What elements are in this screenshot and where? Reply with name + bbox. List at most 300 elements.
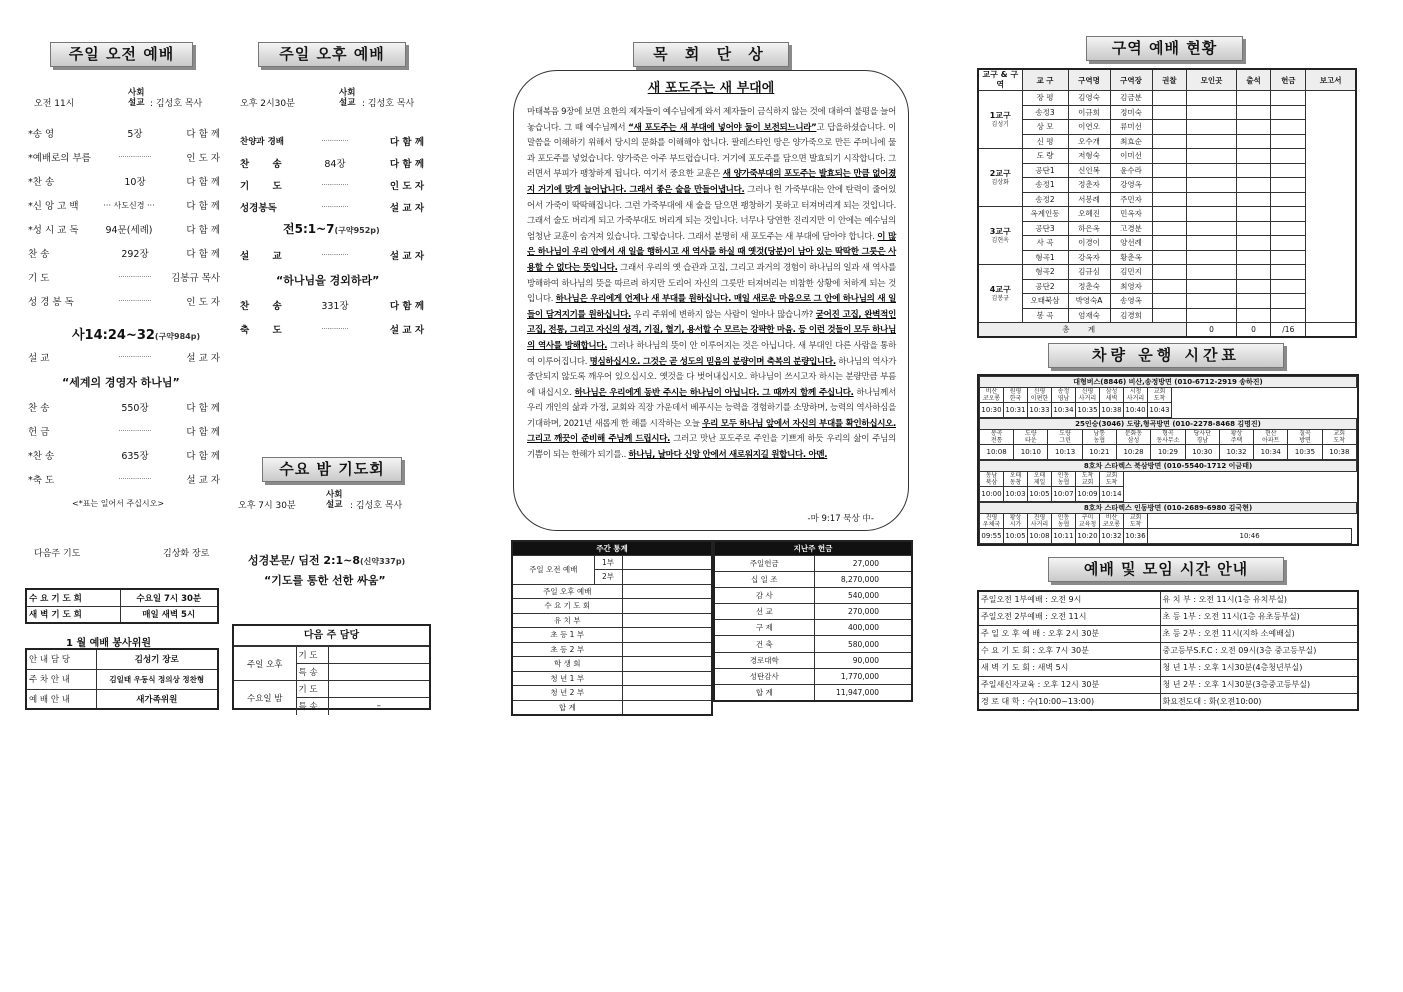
bus-schedule bbox=[977, 374, 1359, 546]
sermon-text: 하나님께서 우리 개인의 삶과 가정, 교회와 직장 가운데서 베푸시는 능력을 경험하기를 소망하며, 능력의 역사하심을 기대하며, 2021년 새롭게 한 해를 시작하는 오늘 bbox=[527, 387, 896, 429]
district-empty-cell bbox=[1187, 207, 1236, 222]
order-role: 다 함 께 bbox=[186, 403, 220, 414]
sermon-emphasis: 새 양가죽부대의 포도주는 발효되는 만큼 없어졌지 거기에 맞게 늘어납니다. 그래서 좋은 술을 만들어냅니다. bbox=[527, 169, 896, 195]
order-mid: ················· bbox=[118, 427, 152, 435]
district-group-leader: 김상화 bbox=[991, 178, 1009, 186]
district-leader: 박영숙A bbox=[1068, 294, 1110, 309]
table-row bbox=[978, 591, 1358, 608]
schedule-right: 초 등 1부 : 오전 11시(1층 유초등부실) bbox=[1160, 608, 1358, 625]
duty-group-label: 주일 오후 bbox=[234, 647, 296, 681]
bus-empty-cell bbox=[1124, 487, 1357, 502]
bus-stop: 구미 교육청 bbox=[1076, 514, 1100, 529]
district-empty-cell bbox=[1271, 308, 1306, 323]
bus-empty-cell bbox=[1124, 472, 1357, 487]
stats-value bbox=[622, 671, 712, 686]
sermon-text: 우리 주위에 변하지 않는 사람이 얼마나 많습니까? bbox=[630, 309, 816, 320]
duty-value: – bbox=[328, 698, 429, 715]
district-group bbox=[978, 207, 1022, 265]
offering-value: 27,000 bbox=[814, 555, 912, 571]
bus-stop: 도량 타운 bbox=[1014, 430, 1048, 445]
table-row bbox=[980, 419, 1357, 430]
sermon-emphasis: “새 포도주는 새 부대에 넣어야 둘이 보전되느니라” bbox=[628, 122, 817, 133]
table-row bbox=[978, 221, 1356, 236]
table-row bbox=[978, 323, 1356, 338]
district-empty-cell bbox=[1271, 105, 1306, 120]
order-role: 설 교 자 bbox=[389, 325, 424, 336]
order-mid: ·············· bbox=[321, 325, 349, 333]
wednesday-leader: : 김성호 목사 bbox=[350, 501, 403, 511]
bus-time: 09:55 bbox=[980, 529, 1004, 544]
table-row bbox=[978, 134, 1356, 149]
district-empty-cell bbox=[1187, 178, 1236, 193]
district-empty-cell bbox=[1187, 250, 1236, 265]
bus-stop: 진평 우체국 bbox=[980, 514, 1004, 529]
table-row bbox=[512, 657, 712, 672]
table-row bbox=[714, 571, 912, 587]
sermon-text: 하나님의 역사가 중단되지 않도록 깨우어 있으십시오. 옛것을 다 벗어내십시오. 하나님이 쓰시고자 하시는 분량만큼 부름에 내십시오. bbox=[527, 356, 897, 398]
bus-time: 10:38 bbox=[1100, 403, 1124, 418]
district-col-header: 모인곳 bbox=[1187, 69, 1236, 91]
order-mid: 331장 bbox=[321, 301, 349, 312]
order-item bbox=[28, 400, 220, 414]
table-row bbox=[980, 445, 1357, 460]
bus-time: 10:38 bbox=[1322, 445, 1356, 460]
order-mid: 94문(세례) bbox=[105, 225, 153, 236]
district-total-value: 0 bbox=[1236, 323, 1271, 338]
bus-time: 10:13 bbox=[1048, 445, 1082, 460]
order-name: 축 도 bbox=[240, 325, 292, 336]
offering-label: 경로대학 bbox=[714, 652, 814, 668]
offering-value: 400,000 bbox=[814, 620, 912, 636]
district-leader: 정춘자 bbox=[1068, 178, 1110, 193]
table-row bbox=[980, 472, 1357, 487]
district-empty-cell bbox=[1271, 207, 1306, 222]
district-empty-cell bbox=[1187, 134, 1236, 149]
servant-role: 안 내 담 당 bbox=[26, 649, 96, 669]
bus-time: 10:32 bbox=[1100, 529, 1124, 544]
table-row bbox=[978, 207, 1356, 222]
table-row bbox=[980, 388, 1357, 403]
order-mid: ·············· bbox=[321, 137, 349, 145]
district-area: 형곡1 bbox=[1022, 250, 1068, 265]
order-mid: ················· bbox=[118, 153, 152, 161]
table-row bbox=[978, 308, 1356, 323]
table-row bbox=[978, 294, 1356, 309]
schedule-left: 새 벽 기 도 회 : 새벽 5시 bbox=[978, 659, 1160, 676]
district-empty-cell bbox=[1187, 308, 1236, 323]
order-name: 찬양과 경배 bbox=[240, 137, 285, 147]
table-row bbox=[978, 659, 1358, 676]
order-name: 기 도 bbox=[240, 181, 292, 192]
district-table bbox=[977, 68, 1357, 338]
meeting-time: 매일 새벽 5시 bbox=[120, 606, 218, 623]
district-area: 송정2 bbox=[1022, 192, 1068, 207]
bus-schedule-header: 차량 운행 시간표 bbox=[1048, 343, 1284, 368]
order-name: *찬 송 bbox=[28, 177, 55, 188]
offering-label: 합 계 bbox=[714, 685, 814, 701]
district-empty-cell bbox=[1271, 178, 1306, 193]
table-row bbox=[980, 461, 1357, 472]
table-row bbox=[512, 555, 712, 570]
order-role: 다 함 께 bbox=[186, 201, 220, 212]
order-role: 설 교 자 bbox=[389, 203, 424, 214]
order-mid: ················· bbox=[118, 353, 152, 361]
district-empty-cell bbox=[1236, 105, 1271, 120]
schedule-table bbox=[977, 590, 1359, 711]
meeting-name: 수 요 기 도 회 bbox=[26, 589, 120, 606]
bus-stop: 동남 북삼 bbox=[980, 472, 1004, 487]
table-row bbox=[512, 642, 712, 657]
bus-time: 10:36 bbox=[1124, 529, 1148, 544]
afternoon-scripture bbox=[283, 220, 380, 237]
bus-time: 10:40 bbox=[1124, 403, 1148, 418]
order-mid: ·············· bbox=[321, 251, 349, 259]
table-row bbox=[978, 279, 1356, 294]
sermon-emphasis: 하나님은 우리에게 동반 주시는 하나님이 아닙니다. 그 때까지 함께 주십니다. bbox=[574, 387, 854, 398]
district-empty-cell bbox=[1152, 105, 1187, 120]
order-mid: 292장 bbox=[121, 249, 149, 260]
district-group-name: 2교구 bbox=[989, 168, 1011, 178]
weekly-stats-table bbox=[511, 540, 713, 716]
sermon-text: 그러나 헌 가죽부대는 안에 탄력이 줄어있어서 가죽이 딱딱해집니다. 그런 가죽부대에 새 술을 담으면 팽창하기 못하고 터져버리게 되는 것입니다. 그래서 술도 버리게 되고 가죽부대도 버리게 되는 것입니다. 너무나 당연한 진리지만 이 안에는 예수님의 엄청난 교훈이 숨겨져 있습니다. 그렇습니다. 그래서 분명히 새 포도주는 새 부대에 담아야 합니다. bbox=[527, 184, 896, 242]
district-empty-cell bbox=[1236, 308, 1271, 323]
district-leader: 서봉례 bbox=[1068, 192, 1110, 207]
servants-table bbox=[25, 648, 219, 710]
sermon-text: 그래서 우리의 옛 습관과 고집, 그리고 과거의 경험이 하나님의 일과 새 역사를 방해하여 하나님의 뜻을 따르려 하지만 도리어 자신의 그릇만 터져버리는 비참한 상황에 처하게 되는 것입니다. bbox=[527, 262, 896, 305]
bus-route-header: 대형버스(8846) 비산,송정방면 (010-6712-2919 송하진) bbox=[980, 377, 1357, 388]
order-role: 설 교 자 bbox=[186, 475, 220, 486]
order-name: 찬 송 bbox=[240, 301, 292, 312]
next-duty-title: 다음 주 담당 bbox=[234, 626, 429, 646]
district-group bbox=[978, 149, 1022, 207]
table-row bbox=[714, 652, 912, 668]
duty-key: 특 송 bbox=[296, 698, 328, 715]
scripture-ref: 사14:24~32 bbox=[72, 328, 155, 343]
district-group-name: 4교구 bbox=[989, 284, 1011, 294]
wednesday-time: 오후 7시 30분 bbox=[238, 501, 296, 511]
bus-time: 10:08 bbox=[1028, 529, 1052, 544]
wednesday-scripture: 성경본문/ 딤전 2:1~8 bbox=[248, 554, 361, 567]
order-item bbox=[28, 246, 220, 260]
district-keeper: 김경희 bbox=[1110, 308, 1152, 323]
table-row bbox=[234, 681, 429, 698]
order-role: 다 함 께 bbox=[186, 249, 220, 260]
stats-value bbox=[622, 599, 712, 614]
offering-label: 구 제 bbox=[714, 620, 814, 636]
district-area: 송정1 bbox=[1022, 178, 1068, 193]
district-col-header: 권찰 bbox=[1152, 69, 1187, 91]
district-area: 장 평 bbox=[1022, 91, 1068, 106]
district-area: 공단2 bbox=[1022, 279, 1068, 294]
duty-key: 기 도 bbox=[296, 681, 328, 698]
order-name: 찬 송 bbox=[240, 159, 292, 170]
district-empty-cell bbox=[1236, 120, 1271, 135]
bus-stop: 진평 사거리 bbox=[1028, 514, 1052, 529]
district-leader: 강옥자 bbox=[1068, 250, 1110, 265]
bus-time: 10:28 bbox=[1116, 445, 1150, 460]
next-week-prayer-name: 김상화 장로 bbox=[163, 549, 210, 559]
bus-stop: 도량 그린 bbox=[1048, 430, 1082, 445]
table-row bbox=[512, 584, 712, 599]
table-row bbox=[512, 541, 712, 555]
district-leader: 오혜진 bbox=[1068, 207, 1110, 222]
district-empty-cell bbox=[1271, 294, 1306, 309]
district-leader: 하은옥 bbox=[1068, 221, 1110, 236]
table-row bbox=[512, 613, 712, 628]
offering-label: 선 교 bbox=[714, 604, 814, 620]
district-empty-cell bbox=[1187, 294, 1236, 309]
bus-empty-cell bbox=[1148, 514, 1352, 529]
district-empty-cell bbox=[1187, 149, 1236, 164]
bus-time: 10:10 bbox=[1014, 445, 1048, 460]
morning-sermon-title: “세계의 경영자 하나님” bbox=[62, 376, 180, 389]
district-keeper: 송영옥 bbox=[1110, 294, 1152, 309]
wednesday-leader-label: 사회 설교 bbox=[326, 490, 343, 510]
district-empty-cell bbox=[1152, 91, 1187, 106]
table-row bbox=[978, 265, 1356, 280]
stats-value bbox=[622, 657, 712, 672]
district-keeper: 최영자 bbox=[1110, 279, 1152, 294]
stats-value bbox=[622, 642, 712, 657]
schedule-left: 수 요 기 도 회 : 오후 7시 30분 bbox=[978, 642, 1160, 659]
district-leader: 오수개 bbox=[1068, 134, 1110, 149]
order-name: *송 영 bbox=[28, 129, 55, 140]
district-empty-cell bbox=[1187, 236, 1236, 251]
district-col-header: 보고서 bbox=[1306, 69, 1356, 91]
bus-time: 10:35 bbox=[1288, 445, 1322, 460]
district-empty-cell bbox=[1187, 91, 1236, 106]
district-area: 봉 곡 bbox=[1022, 308, 1068, 323]
table-row bbox=[980, 403, 1357, 418]
servants-title: 1 월 예배 봉사위원 bbox=[66, 638, 152, 649]
bus-time: 10:11 bbox=[1052, 529, 1076, 544]
table-row bbox=[26, 689, 218, 709]
order-name: 헌 금 bbox=[28, 427, 50, 438]
pastor-column-box bbox=[513, 70, 909, 531]
district-leader: 이규희 bbox=[1068, 105, 1110, 120]
stats-value bbox=[622, 613, 712, 628]
morning-scripture bbox=[72, 324, 200, 343]
bus-time: 10:03 bbox=[1004, 487, 1028, 502]
order-item bbox=[28, 294, 220, 308]
bus-stop: 송정 영남 bbox=[1052, 388, 1076, 403]
district-header: 구역 예배 현황 bbox=[1086, 36, 1243, 61]
stats-label: 합 계 bbox=[512, 700, 622, 715]
table-row bbox=[978, 105, 1356, 120]
bus-stop: 형곡 동사무소 bbox=[1151, 430, 1186, 445]
order-mid: 84장 bbox=[324, 159, 346, 170]
district-empty-cell bbox=[1236, 265, 1271, 280]
pastor-sermon-reference: -마 9:17 묵상 中- bbox=[807, 514, 874, 524]
schedule-right: 중고등부S.F.C : 오전 09시(3층 중고등부실) bbox=[1160, 642, 1358, 659]
table-row bbox=[978, 693, 1358, 710]
district-keeper: 고경분 bbox=[1110, 221, 1152, 236]
scripture-ref: 전5:1~7 bbox=[283, 222, 335, 236]
afternoon-service-header: 주일 오후 예배 bbox=[258, 42, 406, 67]
duty-key: 기 도 bbox=[296, 647, 328, 664]
order-item bbox=[28, 150, 220, 164]
order-role: 다 함 께 bbox=[389, 137, 424, 148]
morning-leader: : 김성호 목사 bbox=[150, 99, 203, 109]
district-empty-cell bbox=[1271, 163, 1306, 178]
district-empty-cell bbox=[1187, 120, 1236, 135]
order-item bbox=[240, 134, 424, 148]
duty-group-label: 수요일 밤 bbox=[234, 681, 296, 715]
wednesday-text bbox=[248, 552, 405, 568]
bus-stop: 문화동 삼성 bbox=[1116, 430, 1150, 445]
offering-label: 감 사 bbox=[714, 587, 814, 603]
order-role: 인 도 자 bbox=[186, 153, 220, 164]
offering-label: 주일헌금 bbox=[714, 555, 814, 571]
order-name: 찬 송 bbox=[28, 249, 50, 260]
offering-label: 십 일 조 bbox=[714, 571, 814, 587]
district-empty-cell bbox=[1152, 149, 1187, 164]
order-name: *찬 송 bbox=[28, 451, 55, 462]
table-row bbox=[26, 589, 218, 606]
table-row bbox=[978, 192, 1356, 207]
sermon-emphasis: 명심하십시오. 그것은 곧 성도의 믿음의 분량이며 축복의 분량입니다. bbox=[589, 356, 836, 367]
standing-note: <*표는 일어서 주십시오> bbox=[72, 499, 165, 508]
offering-value: 1,770,000 bbox=[814, 668, 912, 684]
stats-label: 초 등 2 부 bbox=[512, 642, 622, 657]
order-name: 찬 송 bbox=[28, 403, 50, 414]
order-role: 인 도 자 bbox=[186, 297, 220, 308]
offering-label: 건 축 bbox=[714, 636, 814, 652]
schedule-right: 화요전도대 : 화(오전10:00) bbox=[1160, 693, 1358, 710]
district-leader: 이연오 bbox=[1068, 120, 1110, 135]
order-role: 다 함 께 bbox=[186, 129, 220, 140]
table-row bbox=[978, 178, 1356, 193]
order-mid: 10장 bbox=[124, 177, 146, 188]
order-item bbox=[240, 178, 424, 192]
district-keeper: 강영옥 bbox=[1110, 178, 1152, 193]
morning-time: 오전 11시 bbox=[34, 99, 75, 109]
servant-role: 예 배 안 내 bbox=[26, 689, 96, 709]
sermon-emphasis: 우리 모두 하나님 앞에서 자신의 부대를 확인하십시오. 그리고 깨끗이 준비해 주님께 드립시다. bbox=[527, 418, 896, 445]
district-keeper: 김금분 bbox=[1110, 91, 1152, 106]
next-duty-table bbox=[234, 646, 429, 715]
table-row bbox=[512, 700, 712, 715]
morning-leader-label: 사회 설교 bbox=[128, 88, 145, 108]
bus-stop: 인동 농협 bbox=[1052, 472, 1076, 487]
bus-empty-cell bbox=[1172, 403, 1357, 418]
order-name: *성 시 교 독 bbox=[28, 225, 79, 236]
schedule-right: 청 년 2부 : 오후 1시30분(3층중고등부실) bbox=[1160, 676, 1358, 693]
table-row bbox=[714, 555, 912, 571]
district-total-value: /16 bbox=[1271, 323, 1306, 338]
district-keeper: 윤수라 bbox=[1110, 163, 1152, 178]
district-empty-cell bbox=[1271, 192, 1306, 207]
table-row bbox=[26, 649, 218, 669]
district-area: 옥계인동 bbox=[1022, 207, 1068, 222]
bus-time: 10:07 bbox=[1052, 487, 1076, 502]
table-row bbox=[26, 669, 218, 689]
district-total-label: 총 계 bbox=[978, 323, 1187, 338]
district-empty-cell bbox=[1152, 250, 1187, 265]
district-empty-cell bbox=[1152, 192, 1187, 207]
order-role: 다 함 께 bbox=[186, 177, 220, 188]
stats-sub: 2부 bbox=[594, 570, 622, 585]
bus-stop: 도착 교회 bbox=[1076, 472, 1100, 487]
duty-value bbox=[328, 647, 429, 664]
order-role: 다 함 께 bbox=[186, 451, 220, 462]
district-side-label: 교구 & 구역 bbox=[978, 69, 1022, 91]
bus-stop: 교회 도착 bbox=[1148, 388, 1172, 403]
table-row bbox=[978, 625, 1358, 642]
table-row bbox=[978, 91, 1356, 106]
sermon-text: 그러고 맛난 포도주로 주인을 기쁘게 하듯 우리의 삶이 주님의 기쁨이 되는 한해가 되기를.. bbox=[527, 434, 896, 461]
bus-stop: 삼성 새벽 bbox=[1100, 388, 1124, 403]
bus-time: 10:30 bbox=[980, 403, 1004, 418]
bus-time: 10:05 bbox=[1028, 487, 1052, 502]
meeting-time: 수요일 7시 30분 bbox=[120, 589, 218, 606]
district-area: 도 량 bbox=[1022, 149, 1068, 164]
afternoon-leader-label: 사회 설교 bbox=[339, 88, 356, 108]
bus-time: 10:32 bbox=[1219, 445, 1253, 460]
stats-sub: 1부 bbox=[594, 555, 622, 570]
order-role: 다 함 께 bbox=[186, 225, 220, 236]
district-empty-cell bbox=[1271, 149, 1306, 164]
afternoon-time: 오후 2시30분 bbox=[240, 99, 295, 109]
order-item bbox=[28, 174, 220, 188]
schedule-right: 유 치 부 : 오전 11시(1층 유치부실) bbox=[1160, 591, 1358, 608]
order-role: 설 교 자 bbox=[389, 251, 424, 262]
district-empty-cell bbox=[1271, 221, 1306, 236]
scripture-page: (구약952p) bbox=[334, 226, 380, 235]
table-row bbox=[980, 430, 1357, 445]
bus-time: 10:05 bbox=[1004, 529, 1028, 544]
wednesday-scripture-page: (신약337p) bbox=[360, 557, 406, 566]
order-mid: ················· bbox=[118, 273, 152, 281]
district-group bbox=[978, 91, 1022, 149]
stats-value bbox=[622, 570, 712, 585]
district-empty-cell bbox=[1236, 149, 1271, 164]
district-group-name: 1교구 bbox=[989, 110, 1011, 120]
offering-value: 11,947,000 bbox=[814, 685, 912, 701]
bus-stop: 오태 동창 bbox=[1004, 472, 1028, 487]
district-col-header: 구역명 bbox=[1068, 69, 1110, 91]
bus-stop: 황상 시가 bbox=[1004, 514, 1028, 529]
bus-stop: 비산 코오롱 bbox=[1100, 514, 1124, 529]
district-empty-cell bbox=[1236, 221, 1271, 236]
district-keeper: 정미숙 bbox=[1110, 105, 1152, 120]
table-row bbox=[714, 636, 912, 652]
order-role: 설 교 자 bbox=[186, 353, 220, 364]
order-mid: 5장 bbox=[127, 129, 143, 140]
table-row bbox=[978, 69, 1356, 91]
bus-route-table bbox=[979, 376, 1357, 418]
order-role: 인 도 자 bbox=[389, 181, 424, 192]
bus-time: 10:30 bbox=[1185, 445, 1219, 460]
bus-stop: 봉곡 전통 bbox=[980, 430, 1014, 445]
order-item bbox=[28, 350, 220, 364]
schedule-header: 예배 및 모임 시간 안내 bbox=[1048, 557, 1284, 582]
district-empty-cell bbox=[1187, 221, 1236, 236]
servant-name: 새가족위원 bbox=[96, 689, 218, 709]
offering-value: 8,270,000 bbox=[814, 571, 912, 587]
scripture-page: (구약984p) bbox=[154, 332, 201, 341]
sermon-emphasis: 하나님은 우리에게 언제나 새 부대를 원하십니다. 매일 새로운 마음으로 그 안에 하나님의 새 일들이 담겨지기를 원하십니다. bbox=[527, 294, 897, 320]
district-area: 공단1 bbox=[1022, 163, 1068, 178]
order-item bbox=[240, 322, 424, 336]
bus-time: 10:46 bbox=[1148, 529, 1352, 544]
order-item bbox=[240, 156, 424, 170]
order-item bbox=[28, 198, 220, 212]
bus-stop: 신평 사거리 bbox=[1076, 388, 1100, 403]
district-area: 사 곡 bbox=[1022, 236, 1068, 251]
stats-label: 주일 오후 예배 bbox=[512, 584, 622, 599]
schedule-left: 주일오전 1부예배 : 오전 9시 bbox=[978, 591, 1160, 608]
